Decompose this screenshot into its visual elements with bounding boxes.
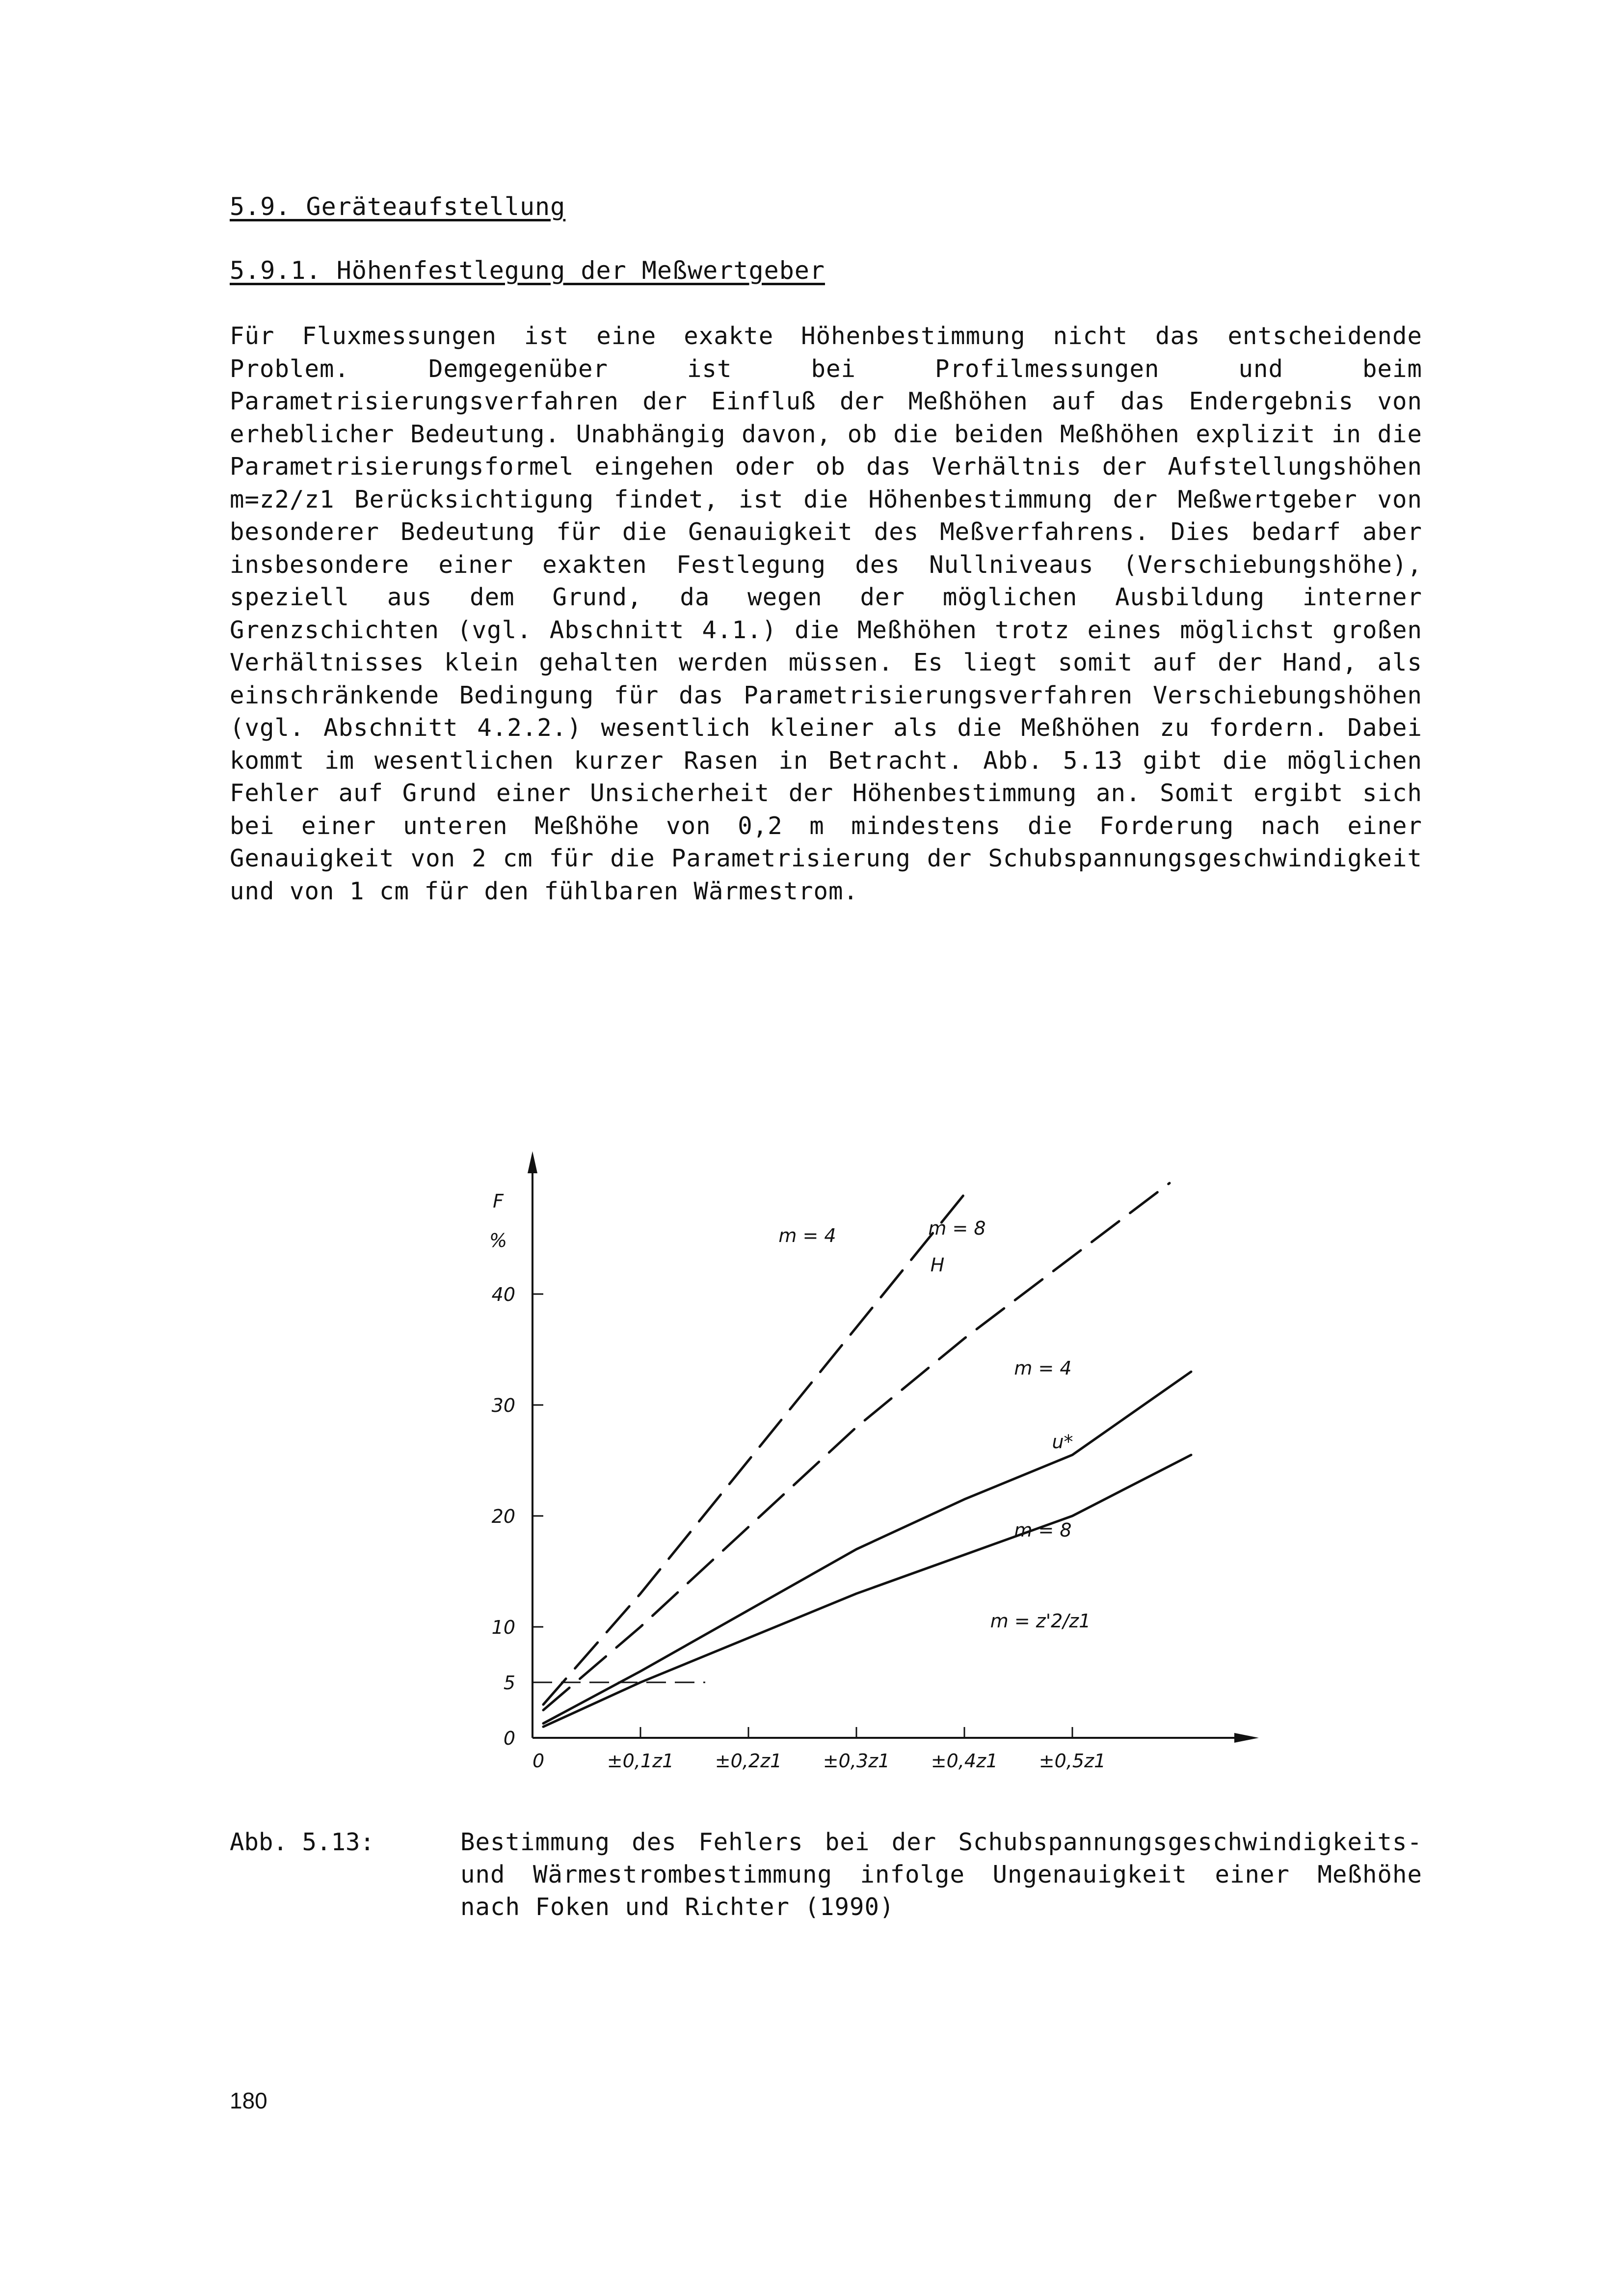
formula-label: m = z'2/z1 bbox=[990, 1610, 1091, 1632]
group-label-ustar: u* bbox=[1052, 1431, 1073, 1453]
y-tick-label: 40 bbox=[491, 1284, 515, 1305]
series-label: m = 4 bbox=[778, 1225, 836, 1246]
y-tick-label: 10 bbox=[491, 1617, 515, 1638]
figure-caption bbox=[230, 1826, 1422, 1923]
x-tick-label: ±0,2z1 bbox=[715, 1750, 782, 1772]
series-line bbox=[543, 1455, 1191, 1727]
x-tick-label: ±0,1z1 bbox=[607, 1750, 674, 1772]
y-axis-label: F bbox=[493, 1190, 504, 1212]
caption-label: Abb. 5.13: bbox=[230, 1828, 375, 1856]
x-tick-label: ±0,4z1 bbox=[931, 1750, 998, 1772]
series-label: m = 8 bbox=[1014, 1519, 1072, 1541]
y-tick-label: 0 bbox=[503, 1728, 515, 1749]
section-heading: 5.9. Geräteaufstellung bbox=[230, 192, 566, 221]
y-axis-unit: % bbox=[489, 1230, 507, 1251]
y-tick-label: 20 bbox=[491, 1506, 515, 1527]
figure-chart bbox=[442, 1129, 1276, 1787]
subsection-heading: 5.9.1. Höhenfestlegung der Meßwertgeber bbox=[230, 256, 825, 285]
series-label: m = 4 bbox=[1014, 1357, 1072, 1379]
group-label-h: H bbox=[930, 1254, 945, 1276]
x-axis-arrow bbox=[1234, 1733, 1259, 1743]
series-line bbox=[543, 1372, 1191, 1723]
x-tick-label: ±0,3z1 bbox=[823, 1750, 890, 1772]
body-paragraph: Für Fluxmessungen ist eine exakte Höhenbestimmung nicht das entscheidende Problem. Demgegenüber ist bei Profilmessungen und beim Parametrisierungsverfahren der Einfluß der Meßhöhen auf das Endergebnis von erheblicher Bedeutung. Unabhängig davon, ob die beiden Meßhöhen explizit in die Parametrisierungsformel eingehen oder ob das Verhältnis der Aufstellungshöhen m=z2/z1 Berücksichtigung findet, ist die Höhenbestimmung der Meßwertgeber von besonderer Bedeutung für die Genauigkeit des Meßverfahrens. Dies bedarf aber insbesondere einer exakten Festlegung des Nullniveaus (Verschiebungshöhe), speziell aus dem Grund, da wegen der möglichen Ausbildung interner Grenzschichten (vgl. Abschnitt 4.1.) die Meßhöhen trotz eines möglichst großen Verhältnisses klein gehalten werden müssen. Es liegt somit auf der Hand, als einschränkende Bedingung für das Parametrisierungsverfahren Verschiebungshöhen (vgl. Abschnitt 4.2.2.) wesentlich kleiner als die Meßhöhen zu fordern. Dabei kommt im wesentlichen kurzer Rasen in Betracht. Abb. 5.13 gibt die möglichen Fehler auf Grund einer Unsicherheit der Höhenbestimmung an. Somit ergibt sich bei einer unteren Meßhöhe von 0,2 m mindestens die Forderung nach einer Genauigkeit von 2 cm für die Parametrisierung der Schubspannungsgeschwindigkeit und von 1 cm für den fühlbaren Wärmestrom. bbox=[230, 322, 1422, 905]
x-tick-label: ±0,5z1 bbox=[1038, 1750, 1106, 1772]
y-tick-label: 5 bbox=[503, 1672, 515, 1694]
y-axis-arrow bbox=[528, 1151, 537, 1173]
series-line bbox=[543, 1194, 964, 1705]
error-chart bbox=[442, 1129, 1276, 1787]
x-tick-label: 0 bbox=[532, 1750, 545, 1772]
series-label: m = 8 bbox=[928, 1217, 986, 1239]
page-number: 180 bbox=[230, 2088, 267, 2113]
y-tick-label: 30 bbox=[491, 1395, 515, 1416]
caption-text: Bestimmung des Fehlers bei der Schubspannungsgeschwindigkeits- und Wärmestrombestimmung infolge Ungenauigkeit einer Meßhöhe nach Foken und Richter (1990) bbox=[460, 1828, 1422, 1921]
